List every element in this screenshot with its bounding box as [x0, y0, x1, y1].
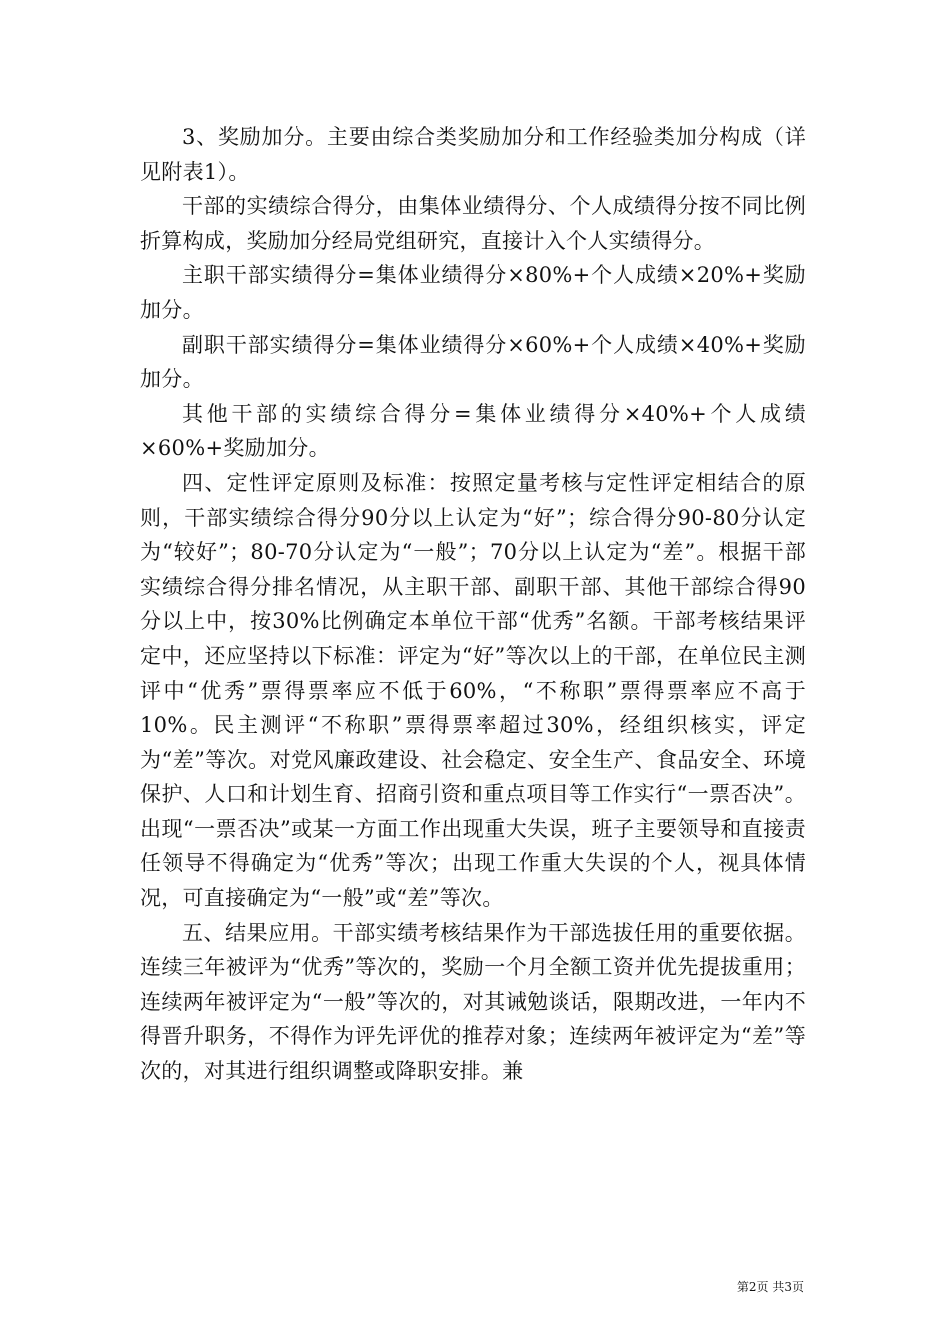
paragraph-qualitative-evaluation: 四、定性评定原则及标准：按照定量考核与定性评定相结合的原则，干部实绩综合得分90分以上认定为“好”；综合得分90-80分认定为“较好”；80-70分认定为“一般”；70分以上认定为“差”。根据干部实绩综合得分排名情况，从主职干部、副职干部、其他干部综合得90分以上中，按30%比例确定本单位干部“优秀”名额。干部考核结果评定中，还应坚持以下标准：评定为“好”等次以上的干部，在单位民主测评中“优秀”票得票率应不低于60%，“不称职”票得票率应不高于10%。民主测评“不称职”票得票率超过30%，经组织核实，评定为“差”等次。对党风廉政建设、社会稳定、安全生产、食品安全、环境保护、人口和计划生育、招商引资和重点项目等工作实行“一票否决”。出现“一票否决”或某一方面工作出现重大失误，班子主要领导和直接责任领导不得确定为“优秀”等次；出现工作重大失误的个人，视具体情况，可直接确定为“一般”或“差”等次。 — [140, 470, 806, 911]
page-number: 第2页 共3页 — [736, 1280, 804, 1294]
paragraph-reward-points: 3、奖励加分。主要由综合类奖励加分和工作经验类加分构成（详见附表1）。 — [140, 125, 806, 184]
paragraph-deputy-formula: 副职干部实绩得分=集体业绩得分×60%+个人成绩×40%+奖励加分。 — [140, 332, 806, 392]
paragraph-other-formula: 其他干部的实绩综合得分=集体业绩得分×40%+个人成绩×60%+奖励加分。 — [140, 401, 806, 461]
document-body — [140, 120, 806, 1089]
paragraph-composite-score: 干部的实绩综合得分，由集体业绩得分、个人成绩得分按不同比例折算构成，奖励加分经局党组研究，直接计入个人实绩得分。 — [140, 194, 806, 253]
paragraph-principal-formula: 主职干部实绩得分=集体业绩得分×80%+个人成绩×20%+奖励加分。 — [140, 263, 806, 322]
paragraph-result-application: 五、结果应用。干部实绩考核结果作为干部选拔任用的重要依据。连续三年被评为“优秀”等次的，奖励一个月全额工资并优先提拔重用；连续两年被评定为“一般”等次的，对其诫勉谈话，限期改进，一年内不得晋升职务，不得作为评先评优的推荐对象；连续两年被评定为“差”等次的，对其进行组织调整或降职安排。兼 — [140, 920, 806, 1084]
